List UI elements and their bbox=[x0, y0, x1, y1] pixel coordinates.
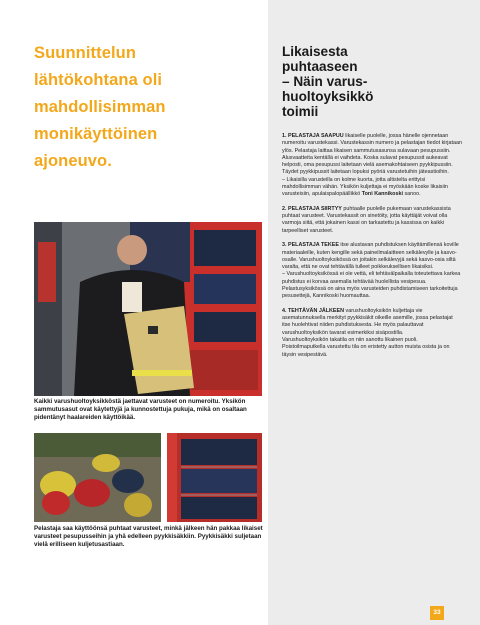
sidebar-title-line: toimii bbox=[282, 104, 319, 119]
step-lead: 1. PELASTAJA SAAPUU bbox=[282, 133, 344, 139]
main-photo bbox=[34, 222, 262, 396]
step-text: varushuoltoyksikön kuljettaja vie asematunnuksella merkityt pyykkisäkit oikeille asemille, jossa pelastajat itse huolehtivat niiden puhdistuksesta. He myös palauttavat varushuoltoyksikön tavarat esimerkiksi sisäpostilla. bbox=[282, 307, 453, 336]
step-text: itse alustavan puhdistuksen käyttämillensä koville materiaaleille, kuten kengille sekä paineilmalaitteen selkälevylle ja kasvo-osalle. Varushuoltoyksikössä on joitakin selkälevyjä sekä kasvo-osia siltä varalta, että ne ovat tehtävällä tulleet poikkeuksellisen likaisiksi. bbox=[282, 242, 459, 271]
main-photo-caption: Kaikki varushuoltoyksikköstä jaettavat varusteet on numeroitu. Yksikön sammutusasut ovat käytettyjä ja kunnostettuja pukuja, mikä on osaltaan pidentänyt haalareiden käyttöikää. bbox=[34, 398, 247, 422]
sidebar-title-line: huoltoyksikkö bbox=[282, 89, 374, 104]
headline-line: Suunnittelun bbox=[34, 44, 137, 62]
sidebar-title-line: Likaisesta bbox=[282, 44, 348, 59]
step-lead: 4. TEHTÄVÄN JÄLKEEN bbox=[282, 307, 345, 314]
page-number: 33 bbox=[430, 606, 444, 620]
laundry-bags-image bbox=[34, 433, 161, 522]
sidebar-title-line: – Näin varus- bbox=[282, 74, 368, 89]
step-text: likaiselle puolelle, jossa hänelle ojennetaan numeroitu varustekassi. Varustekassin numero ja pelastajan tiedot kirjataan ylös. Pelastaja laittaa likaisen sammutusasunsa sulavaan pesupussiin. Alusvaatteita kentällä ei vaihdeta. Koska sulavat pesupussit aukeavat helposti, oma pesupussi laitetaan vielä asemakohtaiseen pyykkipussiin. Täydet pyykkipussit laitetaan lopuksi pyöriä varustetuihin jäteastioihin. bbox=[282, 133, 462, 176]
step-quote: Varushuoltoyksikön takatila on niin sanottu likainen puoli. Poistoilmaputkella varustettu tila on eristetty autton muista osista ja on täysin vesipestävä. bbox=[282, 336, 450, 358]
bottom-photos-caption: Pelastaja saa käyttöönsä puhtaat varusteet, minkä jälkeen hän pakkaa likaiset varusteet pesupusseihin ja yhä edelleen pyykkisäkkiin. Pyykkisäkki suljetaan vielä erilliseen kuljetusastiaan. bbox=[34, 525, 263, 549]
step-tail: sanoo. bbox=[402, 191, 421, 198]
person-name: Toni Kannikoski bbox=[361, 191, 403, 198]
vehicle-interior-image bbox=[167, 433, 262, 522]
headline-line: ajoneuvo. bbox=[34, 152, 112, 170]
bags-photo bbox=[34, 433, 161, 522]
headline bbox=[34, 40, 256, 175]
firefighter-image bbox=[34, 222, 262, 396]
headline-line: mahdollisimman bbox=[34, 98, 166, 116]
vehicle-interior-photo bbox=[167, 433, 262, 522]
step-lead: 3. PELASTAJA TEKEE bbox=[282, 242, 339, 249]
step-2 bbox=[282, 206, 462, 235]
step-quote: – Likaisilla varusteilla on kolme kuorta, jotta altistelta erittyisi mahdollisimman vähän. Yksikön kuljettaja ei myöskään koske likaisiin varusteisiin, apulaispalopäällikkö bbox=[282, 176, 448, 198]
sidebar-title bbox=[282, 44, 462, 119]
step-3 bbox=[282, 242, 462, 300]
step-lead: 2. PELASTAJA SIIRTYY bbox=[282, 205, 342, 212]
step-text: puhtaalle puolelle pukemaan varustekassista puhtaat varusteet. Varustekassit on sinetöity, jotta käyttäjät voivat olla varmoja siitä, että jokainen kassi on tarkastettu ja kassissa on kaikki tarpeelliset varusteet. bbox=[282, 205, 451, 234]
headline-line: lähtökohtana oli bbox=[34, 71, 163, 89]
sidebar-body bbox=[282, 133, 462, 366]
headline-line: monikäyttöinen bbox=[34, 125, 158, 143]
step-quote: – Varushuoltoyksikössä ei ole vettä, eli tehtävälpaikalla toteutettava karkea puhdistus ei korvaa asemalla tehtävää huolellista vesipesua. Pelastusyksikössä on aina myös varusteiden puhdistamiseen tarkoitettuja pesusettejä, Kannikoski huomauttaa. bbox=[282, 271, 461, 300]
step-4 bbox=[282, 308, 462, 359]
step-1 bbox=[282, 133, 462, 199]
sidebar-title-line: puhtaaseen bbox=[282, 59, 358, 74]
